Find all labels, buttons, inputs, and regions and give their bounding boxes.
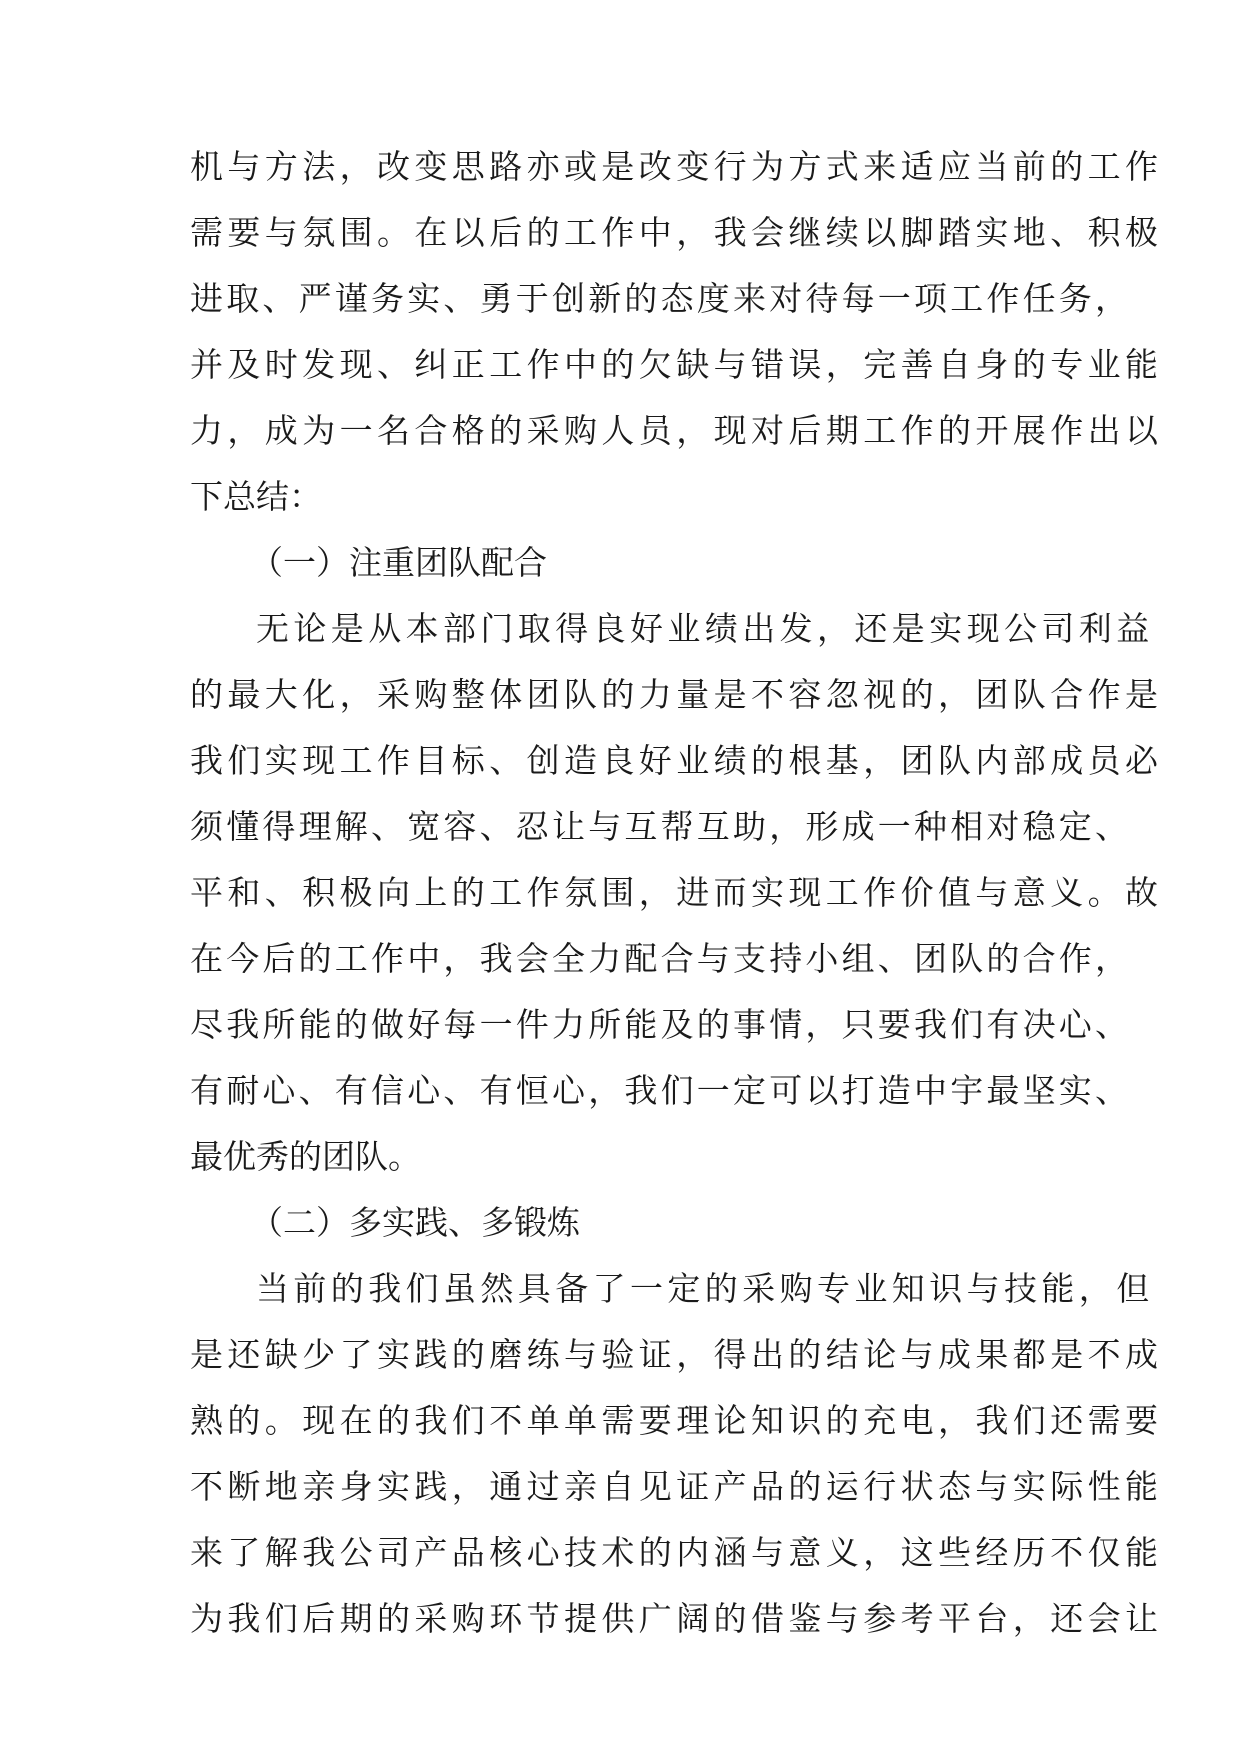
section-heading-2: （二）多实践、多锻炼 [250,1203,580,1242]
paragraph-line: 在今后的工作中，我会全力配合与支持小组、团队的合作， [190,939,1132,978]
paragraph-line: 来了解我公司产品核心技术的内涵与意义，这些经历不仅能 [190,1533,1163,1572]
paragraph-line: 不断地亲身实践，通过亲自见证产品的运行状态与实际性能 [190,1467,1163,1506]
paragraph-line: 并及时发现、纠正工作中的欠缺与错误，完善自身的专业能 [190,345,1163,384]
paragraph-line: 当前的我们虽然具备了一定的采购专业知识与技能，但 [256,1269,1154,1308]
paragraph-line: 尽我所能的做好每一件力所能及的事情，只要我们有决心、 [190,1005,1132,1044]
paragraph-line: 力，成为一名合格的采购人员，现对后期工作的开展作出以 [190,411,1163,450]
paragraph-line: 是还缺少了实践的磨练与验证，得出的结论与成果都是不成 [190,1335,1163,1374]
paragraph-line: 的最大化，采购整体团队的力量是不容忽视的，团队合作是 [190,675,1163,714]
paragraph-line: 为我们后期的采购环节提供广阔的借鉴与参考平台，还会让 [190,1599,1163,1638]
paragraph-line: 无论是从本部门取得良好业绩出发，还是实现公司利益 [256,609,1154,648]
paragraph-line: 我们实现工作目标、创造良好业绩的根基，团队内部成员必 [190,741,1163,780]
paragraph-line: 有耐心、有信心、有恒心，我们一定可以打造中宇最坚实、 [190,1071,1132,1110]
paragraph-line: 熟的。现在的我们不单单需要理论知识的充电，我们还需要 [190,1401,1163,1440]
paragraph-line: 下总结： [190,477,322,516]
paragraph-line: 机与方法，改变思路亦或是改变行为方式来适应当前的工作 [190,147,1163,186]
paragraph-line: 须懂得理解、宽容、忍让与互帮互助，形成一种相对稳定、 [190,807,1132,846]
paragraph-line: 进取、严谨务实、勇于创新的态度来对待每一项工作任务， [190,279,1132,318]
paragraph-line: 最优秀的团队。 [190,1137,421,1176]
paragraph-line: 平和、积极向上的工作氛围，进而实现工作价值与意义。故 [190,873,1163,912]
section-heading-1: （一）注重团队配合 [250,543,547,582]
paragraph-line: 需要与氛围。在以后的工作中，我会继续以脚踏实地、积极 [190,213,1163,252]
